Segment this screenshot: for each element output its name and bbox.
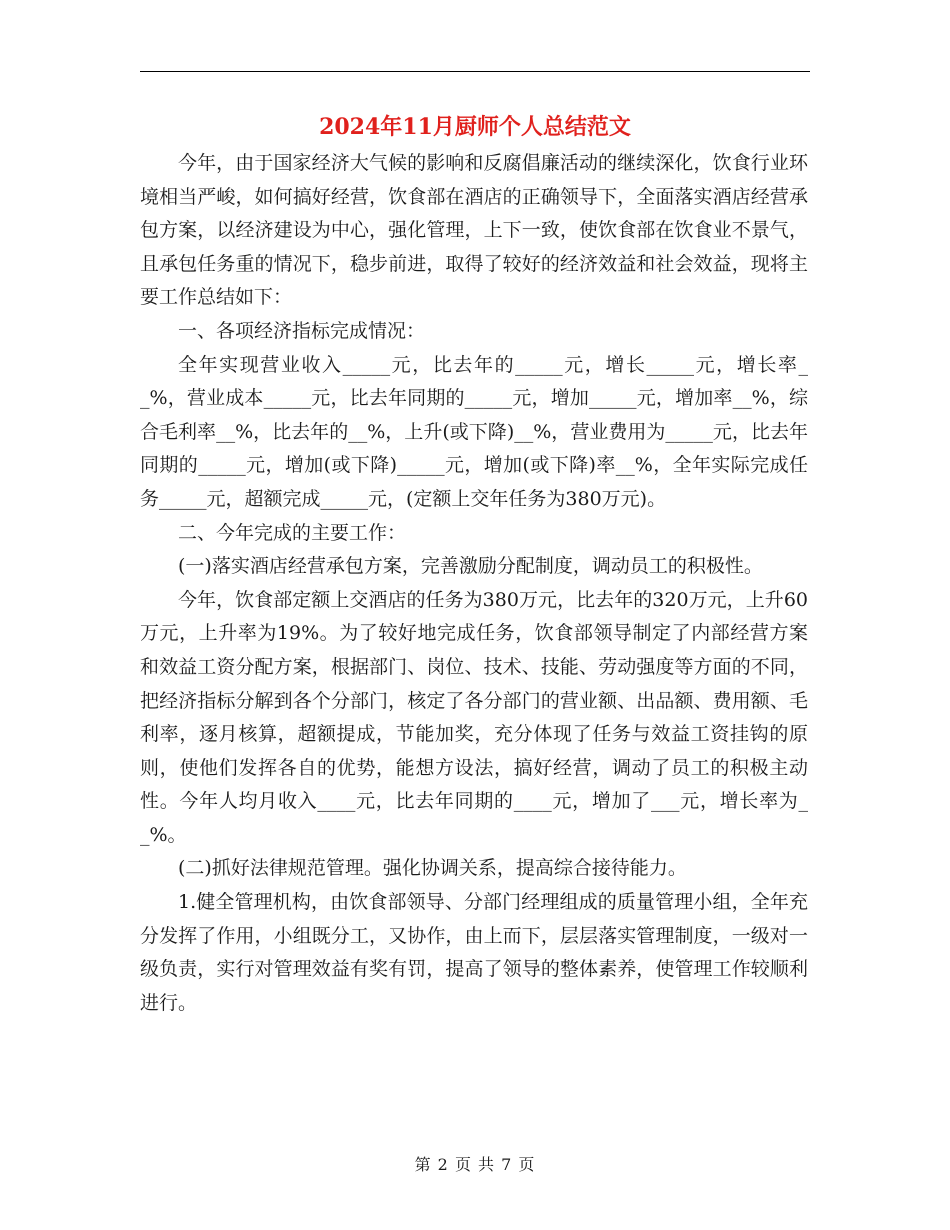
section-heading: 二、今年完成的主要工作： <box>178 521 407 544</box>
body-paragraph: 1.健全管理机构，由饮食部领导、分部门经理组成的质量管理小组，全年充分发挥了作用，小组既分工，又协作，由上而下，层层落实管理制度，一级对一级负责，实行对管理效益有奖有罚，提高了领导的整体素养，使管理工作较顺利进行。 <box>140 891 808 1014</box>
body-paragraph: 今年，饮食部定额上交酒店的任务为380万元，比去年的320万元，上升60万元，上升率为19%。为了较好地完成任务，饮食部领导制定了内部经营方案和效益工资分配方案，根据部门、岗位、技术、技能、劳动强度等方面的不同，把经济指标分解到各个分部门，核定了各分部门的营业额、出品额、费用额、毛利率，逐月核算，超额提成，节能加奖，充分体现了任务与效益工资挂钩的原则，使他们发挥各自的优势，能想方设法，搞好经营，调动了员工的积极主动性。今年人均月收入____元，比去年同期的____元，增加了___元，增长率为__%。 <box>140 588 808 846</box>
document-body <box>140 147 808 1020</box>
section-heading: 一、各项经济指标完成情况： <box>178 319 426 342</box>
subsection-heading: (一)落实酒店经营承包方案，完善激励分配制度，调动员工的积极性。 <box>178 555 763 578</box>
body-paragraph: 今年，由于国家经济大气候的影响和反腐倡廉活动的继续深化，饮食行业环境相当严峻，如何搞好经营，饮食部在酒店的正确领导下，全面落实酒店经营承包方案，以经济建设为中心，强化管理，上下一致，使饮食部在饮食业不景气，且承包任务重的情况下，稳步前进，取得了较好的经济效益和社会效益，现将主要工作总结如下： <box>140 152 808 309</box>
subsection-heading: (二)抓好法律规范管理。强化协调关系，提高综合接待能力。 <box>178 857 687 880</box>
header-rule <box>140 71 810 72</box>
body-paragraph: 全年实现营业收入_____元，比去年的_____元，增长_____元，增长率__%，营业成本_____元，比去年同期的_____元，增加_____元，增加率__%，综合毛利率__%，比去年的__%，上升(或下降)__%，营业费用为_____元，比去年同期的_____元，增加(或下降)_____元，增加(或下降)率__%，全年实际完成任务_____元，超额完成_____元，(定额上交年任务为380万元)。 <box>140 353 808 510</box>
page-number: 第 2 页 共 7 页 <box>414 1155 536 1174</box>
document-title: 2024年11月厨师个人总结范文 <box>319 114 631 140</box>
